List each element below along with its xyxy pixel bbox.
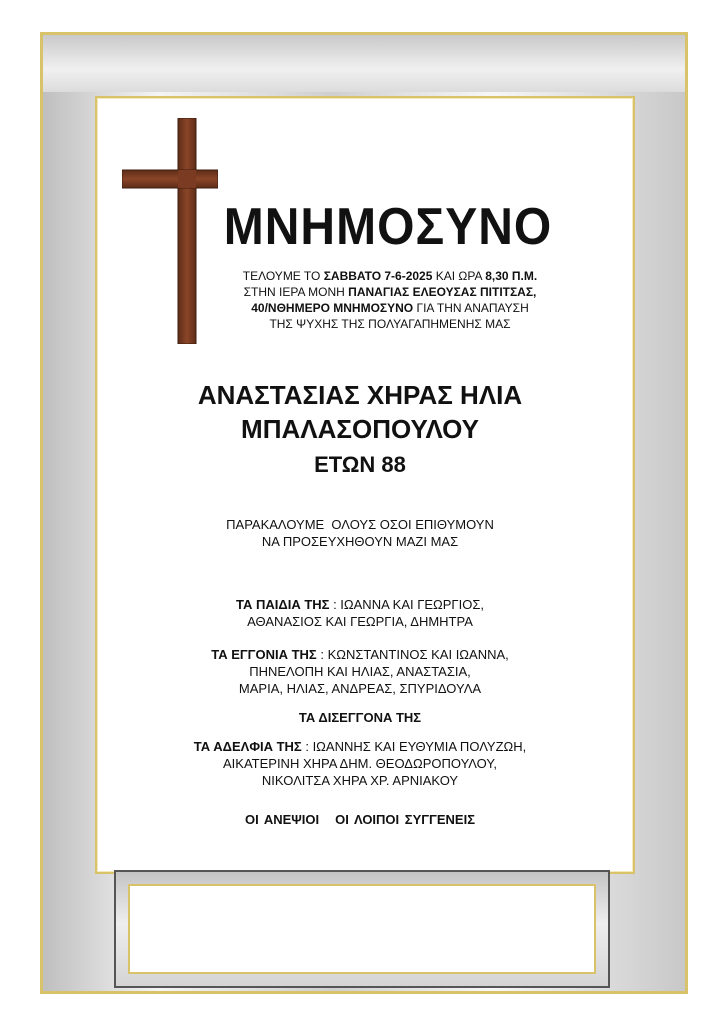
intro-line-3: 40/ΝΘΗΜΕΡΟ ΜΝΗΜΟΣΥΝΟ ΓΙΑ ΤΗΝ ΑΝΑΠΑΥΣΗ	[251, 301, 529, 315]
signoff-nephews: ΟΙ ΑΝΕΨΙΟΙ	[244, 812, 320, 827]
ceremony-details	[200, 268, 580, 332]
grandchildren-label: ΤΑ ΕΓΓΟΝΙΑ ΤΗΣ	[211, 647, 317, 662]
deceased-name-line-1: ΑΝΑΣΤΑΣΙΑΣ ΧΗΡΑΣ ΗΛΙΑ	[197, 380, 523, 410]
bottom-panel-blank	[128, 884, 596, 974]
invite-line-1: ΠΑΡΑΚΑΛΟΥΜΕ ΟΛΟΥΣ ΟΣΟΙ ΕΠΙΘΥΜΟΥΝ	[226, 517, 494, 532]
intro-line-2: ΣΤΗΝ ΙΕΡΑ ΜΟΝΗ ΠΑΝΑΓΙΑΣ ΕΛΕΟΥΣΑΣ ΠΙΤΙΤΣΑΣ,	[243, 285, 537, 299]
intro-line-1: ΤΕΛΟΥΜΕ ΤΟ ΣΑΒΒΑΤΟ 7-6-2025 ΚΑΙ ΩΡΑ 8,30 Π.Μ.	[242, 269, 538, 283]
bottom-panel	[114, 870, 610, 988]
invite-line-2: ΝΑ ΠΡΟΣΕΥΧΗΘΟΥΝ ΜΑΖΙ ΜΑΣ	[261, 534, 459, 549]
grandchildren-section: ΤΑ ΕΓΓΟΝΙΑ ΤΗΣ : ΚΩΝΣΤΑΝΤΙΝΟΣ ΚΑΙ ΙΩΑΝΝΑ, ΠΗΝΕΛΟΠΗ ΚΑΙ ΗΛΙΑΣ, ΑΝΑΣΤΑΣΙΑ, ΜΑΡΙΑ, ΗΛΙΑΣ, ΑΝΔΡΕΑΣ, ΣΠΥΡΙΔΟΥΛΑ	[211, 647, 509, 696]
children-section: ΤΑ ΠΑΙΔΙΑ ΤΗΣ : ΙΩΑΝΝΑ ΚΑΙ ΓΕΩΡΓΙΟΣ, ΑΘΑΝΑΣΙΟΣ ΚΑΙ ΓΕΩΡΓΙΑ, ΔΗΜΗΤΡΑ	[236, 597, 484, 629]
signoff	[150, 812, 570, 827]
intro-line-4: ΤΗΣ ΨΥΧΗΣ ΤΗΣ ΠΟΛΥΑΓΑΠΗΜΕΝΗΣ ΜΑΣ	[269, 317, 511, 331]
deceased-name	[120, 378, 600, 446]
deceased-name-line-2: ΜΠΑΛΑΣΟΠΟΥΛΟΥ	[241, 414, 479, 444]
age: ΕΤΩΝ 88	[314, 452, 406, 477]
siblings-section: ΤΑ ΑΔΕΛΦΙΑ ΤΗΣ : ΙΩΑΝΝΗΣ ΚΑΙ ΕΥΘΥΜΙΑ ΠΟΛΥΖΩΗ, ΑΙΚΑΤΕΡΙΝΗ ΧΗΡΑ ΔΗΜ. ΘΕΟΔΩΡΟΠΟΥΛΟΥ, ΝΙΚΟΛΙΤΣΑ ΧΗΡΑ ΧΡ. ΑΡΝΙΑΚΟΥ	[193, 739, 527, 788]
siblings-label: ΤΑ ΑΔΕΛΦΙΑ ΤΗΣ	[193, 739, 302, 754]
invitation-text	[170, 516, 550, 550]
frame-top-bevel	[40, 32, 688, 92]
page-title: ΜΝΗΜΟΣΥΝΟ	[223, 198, 553, 257]
great-grandchildren-label: ΤΑ ΔΙΣΕΓΓΟΝΑ ΤΗΣ	[298, 710, 422, 725]
signoff-relatives: ΟΙ ΛΟΙΠΟΙ ΣΥΓΓΕΝΕΙΣ	[335, 812, 476, 827]
children-label: ΤΑ ΠΑΙΔΙΑ ΤΗΣ	[236, 597, 330, 612]
